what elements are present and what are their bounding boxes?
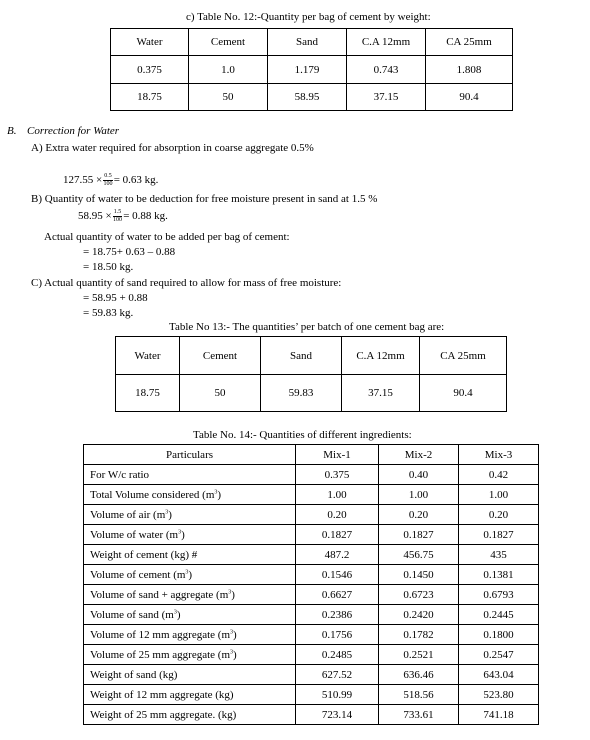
table-cell: 1.808: [426, 56, 513, 84]
fraction: [113, 209, 123, 224]
row-label: [84, 685, 296, 705]
table14-header-particulars: Particulars: [84, 445, 296, 465]
row-label-suffix: ): [168, 508, 172, 521]
table-row: [84, 525, 539, 545]
table13: [115, 336, 507, 412]
unit-exponent: 3: [230, 628, 234, 635]
table-cell: 435: [459, 545, 539, 565]
table-row: [84, 645, 539, 665]
table-cell: 50: [180, 375, 261, 412]
table-cell: 90.4: [426, 84, 513, 111]
row-label: [84, 585, 296, 605]
table12-header-sand: Sand: [268, 29, 347, 56]
table-cell: 0.1782: [379, 625, 459, 645]
item-a-calculation: [63, 173, 158, 188]
table-cell: 0.1827: [296, 525, 379, 545]
row-label-text: Weight of cement (kg) #: [90, 548, 198, 561]
row-label: [84, 605, 296, 625]
table-row: [84, 605, 539, 625]
table-cell: 0.2420: [379, 605, 459, 625]
row-label: [84, 625, 296, 645]
table-cell: 510.99: [296, 685, 379, 705]
table-row: [84, 685, 539, 705]
table12: [110, 28, 513, 111]
table-cell: 0.20: [296, 505, 379, 525]
unit-exponent: 3: [228, 588, 232, 595]
table-cell: 90.4: [420, 375, 507, 412]
table-cell: 0.1827: [379, 525, 459, 545]
table-cell: 58.95: [268, 84, 347, 111]
table12-title: c) Table No. 12:-Quantity per bag of cement by weight:: [186, 11, 431, 23]
table-cell: 0.6723: [379, 585, 459, 605]
water-line-2: = 18.50 kg.: [83, 261, 134, 273]
table-cell: 18.75: [111, 84, 189, 111]
unit-exponent: 3: [185, 568, 189, 575]
unit-exponent: 3: [178, 528, 182, 535]
table13-header-water: Water: [116, 337, 180, 375]
row-label-text: Volume of air (m: [90, 508, 166, 521]
table13-header-ca12: C.A 12mm: [342, 337, 420, 375]
table-cell: 0.375: [296, 465, 379, 485]
water-line-1: = 18.75+ 0.63 – 0.88: [83, 246, 176, 258]
row-label-text: Volume of sand (m: [90, 608, 174, 621]
table-row: [84, 565, 539, 585]
table-cell: 59.83: [261, 375, 342, 412]
table-cell: 0.2547: [459, 645, 539, 665]
table-cell: 37.15: [342, 375, 420, 412]
table-cell: 50: [189, 84, 268, 111]
table-cell: 741.18: [459, 705, 539, 725]
row-label-text: Volume of water (m: [90, 528, 179, 541]
table14-header-mix3: Mix-3: [459, 445, 539, 465]
table-cell: 0.375: [111, 56, 189, 84]
row-label-suffix: ): [233, 648, 237, 661]
table-cell: 456.75: [379, 545, 459, 565]
table-row: [84, 465, 539, 485]
table-cell: 1.00: [379, 485, 459, 505]
unit-exponent: 3: [173, 608, 177, 615]
section-heading: Correction for Water: [27, 125, 120, 137]
fraction-denominator: 100: [112, 217, 122, 223]
table-cell: 0.42: [459, 465, 539, 485]
row-label-text: Weight of sand (kg): [90, 668, 178, 681]
row-label-text: For W/c ratio: [90, 468, 150, 481]
fraction-numerator: 1.5: [113, 209, 122, 215]
table-cell: 0.1450: [379, 565, 459, 585]
table14-body: [84, 465, 539, 725]
row-label-suffix: ): [231, 588, 235, 601]
row-label: [84, 565, 296, 585]
table12-header-water: Water: [111, 29, 189, 56]
table-row: [84, 625, 539, 645]
table13-title: Table No 13:- The quantities’ per batch of one cement bag are:: [169, 321, 445, 333]
table-cell: 1.00: [296, 485, 379, 505]
table13-header-ca25: CA 25mm: [420, 337, 507, 375]
table-cell: 643.04: [459, 665, 539, 685]
table-cell: 0.20: [379, 505, 459, 525]
table-cell: 627.52: [296, 665, 379, 685]
table-row: [84, 505, 539, 525]
row-label-suffix: ): [233, 628, 237, 641]
fraction: [103, 173, 113, 188]
calc-result: = 0.63 kg.: [113, 174, 159, 187]
row-label-suffix: ): [176, 608, 181, 621]
row-label: [84, 545, 296, 565]
row-label: [84, 665, 296, 685]
table-cell: 0.20: [459, 505, 539, 525]
table-cell: 18.75: [116, 375, 180, 412]
table12-header-ca12: C.A 12mm: [347, 29, 426, 56]
table-row: [84, 665, 539, 685]
table-cell: 733.61: [379, 705, 459, 725]
table-cell: 0.6627: [296, 585, 379, 605]
table-cell: 0.1756: [296, 625, 379, 645]
row-label: [84, 505, 296, 525]
table-cell: 0.1800: [459, 625, 539, 645]
table-cell: 518.56: [379, 685, 459, 705]
row-label-text: Volume of sand + aggregate (m: [90, 588, 229, 601]
table14: [83, 444, 539, 725]
sand-line-1: = 58.95 + 0.88: [83, 292, 148, 304]
table12-header-cement: Cement: [189, 29, 268, 56]
item-b-text: B) Quantity of water to be deduction for free moisture present in sand at 1.5 %: [31, 193, 378, 205]
table13-header-sand: Sand: [261, 337, 342, 375]
row-label-text: Volume of cement (m: [90, 568, 186, 581]
calc-lead: 127.55 ×: [63, 174, 103, 187]
row-label: [84, 525, 296, 545]
table14-title: Table No. 14:- Quantities of different ingredients:: [193, 429, 412, 441]
table-row: [84, 485, 539, 505]
table-row: [84, 545, 539, 565]
unit-exponent: 3: [165, 508, 169, 515]
row-label-text: Volume of 25 mm aggregate (m: [90, 648, 231, 661]
table-row: [116, 375, 507, 412]
table-cell: 0.1827: [459, 525, 539, 545]
row-label-text: Volume of 12 mm aggregate (m: [90, 628, 231, 641]
table-cell: 0.2485: [296, 645, 379, 665]
row-label-text: Total Volume considered (m: [90, 488, 215, 501]
fraction-numerator: 0.5: [104, 173, 112, 179]
row-label: [84, 465, 296, 485]
item-c-text: C) Actual quantity of sand required to allow for mass of free moisture:: [31, 277, 342, 289]
calc-result: = 0.88 kg.: [123, 210, 168, 223]
item-b-calculation: [78, 209, 168, 224]
table-row: [111, 84, 513, 111]
row-label-suffix: ): [217, 488, 222, 501]
unit-exponent: 3: [214, 488, 218, 495]
table-cell: 723.14: [296, 705, 379, 725]
table-cell: 636.46: [379, 665, 459, 685]
section-letter: B.: [7, 125, 17, 137]
row-label-suffix: ): [181, 528, 185, 541]
fraction-denominator: 100: [103, 181, 113, 187]
row-label: [84, 645, 296, 665]
table-cell: 1.00: [459, 485, 539, 505]
table14-header-mix2: Mix-2: [379, 445, 459, 465]
table-row: [84, 705, 539, 725]
table-cell: 0.743: [347, 56, 426, 84]
unit-exponent: 3: [230, 648, 234, 655]
table-cell: 0.6793: [459, 585, 539, 605]
table-cell: 487.2: [296, 545, 379, 565]
table-cell: 0.1546: [296, 565, 379, 585]
table-cell: 37.15: [347, 84, 426, 111]
table-cell: 1.179: [268, 56, 347, 84]
row-label-text: Weight of 12 mm aggregate (kg): [90, 688, 234, 701]
row-label: [84, 705, 296, 725]
table-cell: 523.80: [459, 685, 539, 705]
table-cell: 0.1381: [459, 565, 539, 585]
table-cell: 0.2445: [459, 605, 539, 625]
table13-header-cement: Cement: [180, 337, 261, 375]
row-label-suffix: ): [188, 568, 193, 581]
row-label-text: Weight of 25 mm aggregate. (kg): [90, 708, 237, 721]
item-a-text: A) Extra water required for absorption in coarse aggregate 0.5%: [31, 142, 314, 154]
table-cell: 0.2521: [379, 645, 459, 665]
row-label: [84, 485, 296, 505]
table14-header-mix1: Mix-1: [296, 445, 379, 465]
sand-line-2: = 59.83 kg.: [83, 307, 134, 319]
table-row: [84, 585, 539, 605]
calc-lead: 58.95 ×: [78, 210, 112, 223]
table-row: [111, 56, 513, 84]
table-cell: 0.2386: [296, 605, 379, 625]
table12-header-ca25: CA 25mm: [426, 29, 513, 56]
actual-water-text: Actual quantity of water to be added per bag of cement:: [44, 231, 290, 243]
table-cell: 1.0: [189, 56, 268, 84]
table-cell: 0.40: [379, 465, 459, 485]
